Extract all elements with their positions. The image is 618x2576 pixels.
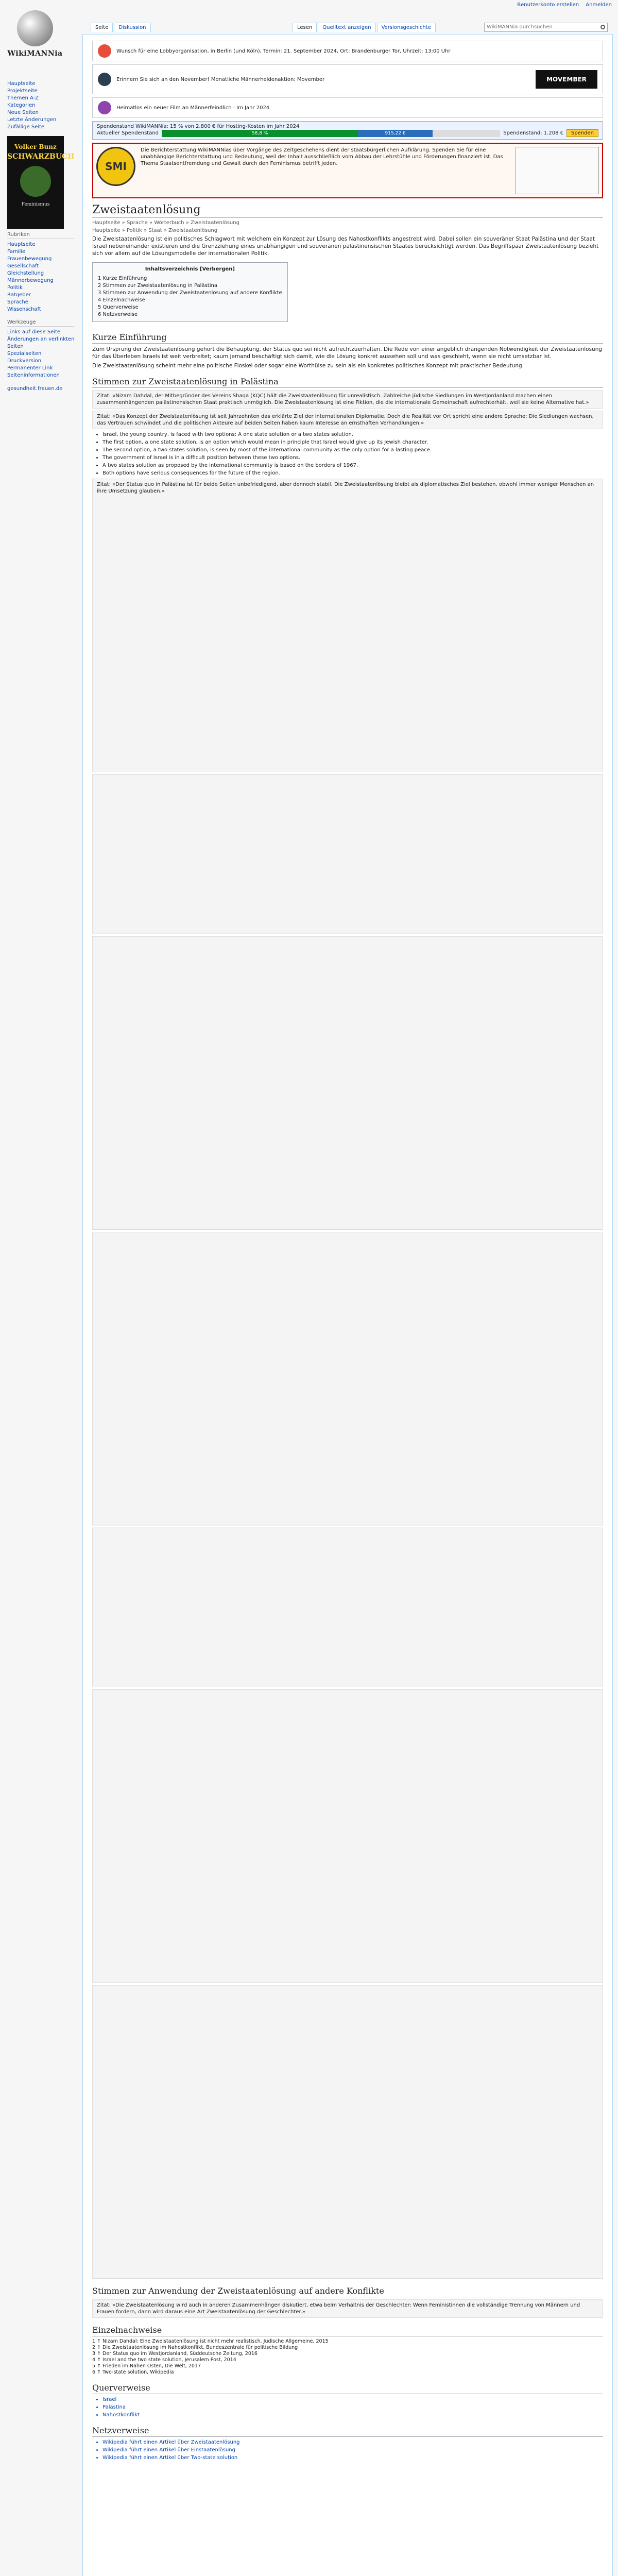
sidebar <box>0 77 82 396</box>
logo-wordmark: WikiMANNia <box>7 49 63 58</box>
tab-read[interactable]: Lesen <box>293 23 317 32</box>
namespace-tabs <box>91 23 152 34</box>
sidebar-item[interactable]: Seiteninformationen <box>7 372 60 378</box>
book-author: Volker Bunz <box>14 143 57 150</box>
movember-badge[interactable]: MOVEMBER <box>536 70 597 89</box>
section-heading: Stimmen zur Zweistaatenlösung in Palästina <box>92 377 603 388</box>
toc-title[interactable]: Inhaltsverzeichnis [Verbergen] <box>145 266 235 272</box>
breadcrumb-secondary[interactable]: Hauptseite » Politik » Staat » Zweistaatenlösung <box>92 228 218 233</box>
boycott-text: Die Berichterstattung WikiMANNias über Vorgänge des Zeitgeschehens dient der staatsbürgerlichen Aufklärung. Spenden Sie für eine unabhängige Berichterstattung und Bedeutung, weil der Inhalt ausschließlich vom Abbau der Lehrstühle und Förderungen finanziert ist. Das Thema Staatsentfremdung und Gewalt durch den Feminismus betrifft jeden. <box>141 147 503 166</box>
tab-view-source[interactable]: Quelltext anzeigen <box>318 23 375 32</box>
external-links-list <box>102 2439 603 2461</box>
donation-progress-fill: 58,8 % <box>162 130 358 137</box>
notice-text[interactable]: Heimatlos ein neuer Film an Männerfeindlich · Im Jahr 2024 <box>116 105 270 111</box>
sidebar-item[interactable]: Zufällige Seite <box>7 124 45 130</box>
section-paragraph: Zum Ursprung der Zweistaatenlösung gehört die Behauptung, der Status quo sei nicht aufrechtzuerhalten. Die Rede von einer angeblich drängenden Notwendigkeit der Zweistaatenlösung für das Überleben Israels ist weit verbreitet; kaum jemand beschäftigt sich damit, wie die Lösung konkret aussehen soll und was geschieht, wenn sie nicht umsetzbar ist. <box>92 346 603 360</box>
quote-block <box>92 774 603 934</box>
quote-text: Zitat: «Der Status quo in Palästina ist für beide Seiten unbefriedigend, aber dennoch stabil. Die Zweistaatenlösung bleibt als diplomatisches Ziel bestehen, obwohl immer weniger Menschen an ihre Umsetzung glauben.» <box>97 482 594 494</box>
breadcrumb[interactable]: Hauptseite » Sprache » Wörterbuch » Zweistaatenlösung <box>92 220 239 226</box>
quote-block <box>92 479 603 772</box>
sidebar-item[interactable]: Männerbewegung <box>7 278 54 283</box>
quote-block <box>92 936 603 1230</box>
intro-paragraph: Die Zweistaatenlösung ist ein politisches Schlagwort mit welchem ein Konzept zur Lösung des Nahostkonflikts angestrebt wird. Dabei sollen ein souveräner Staat Palästina und der Staat Israel nebeneinander existieren und die Grenzziehung eines unabhängigen und souveränen palästinensischen Staates berücksichtigt werden. Das Begriffspaar Zweistaatenlösung bezieht sich vor allem auf die Lösungsmodelle der internationalen Politik. <box>92 236 599 257</box>
quote-list <box>102 431 603 477</box>
list-item[interactable]: • Wikipedia führt einen Artikel über Zweistaatenlösung <box>102 2439 603 2446</box>
create-account-link[interactable]: Benutzerkonto erstellen <box>517 2 579 8</box>
sidebar-extra <box>0 382 82 396</box>
quote-block <box>92 1985 603 2279</box>
quote-text: Zitat: «Die Zweistaatenlösung wird auch in anderen Zusammenhängen diskutiert, etwa beim Verhältnis der Geschlechter: Wenn Feministinnen die vollständige Trennung von Männern und Frauen fordern, dann wird daraus eine Art Zweistaatenlösung der Geschlechter.» <box>97 2302 580 2315</box>
list-item: • A two states solution as proposed by the international community is based on the borders of 1967. <box>102 462 603 469</box>
sidebar-tools <box>0 316 82 382</box>
references-list <box>92 2338 603 2376</box>
gesundheit-link[interactable]: gesundheit.frauen.de <box>7 386 63 392</box>
page-title: Zweistaatenlösung <box>92 204 603 218</box>
cartoon-image <box>516 147 599 194</box>
film-icon <box>98 101 111 114</box>
view-tabs <box>293 23 437 34</box>
sidebar-item[interactable]: Gesellschaft <box>7 263 39 269</box>
sidebar-item[interactable]: Spezialseiten <box>7 351 42 357</box>
reference-item[interactable]: 2 ↑ Die Zweistaatenlösung im Nahostkonflikt, Bundeszentrale für politische Bildung <box>92 2345 298 2350</box>
book-cover-image <box>20 166 51 197</box>
book-title: SCHWARZBUCH <box>7 152 75 161</box>
book-tag: Feminismus <box>21 202 50 207</box>
search-icon[interactable] <box>600 25 605 29</box>
sidebar-item[interactable]: Änderungen an verlinkten Seiten <box>7 336 75 349</box>
list-item: • The second option, a two states solution, is seen by most of the international community as the only option for a lasting peace. <box>102 447 603 453</box>
sidebar-item[interactable]: Neue Seiten <box>7 110 39 115</box>
toc-item[interactable]: 6 Netzverweise <box>98 312 138 317</box>
book-advert[interactable] <box>7 136 75 229</box>
section-paragraph: Die Zweistaatenlösung scheint mehr eine politische Floskel oder sogar eine Worthülse zu sein als ein konkretes politisches Konzept mit praktischer Bedeutung. <box>92 363 524 369</box>
toc-item[interactable]: 4 Einzelnachweise <box>98 297 145 303</box>
list-item: • Both options have serious consequences for the future of the region. <box>102 470 603 477</box>
notice-banner <box>92 97 603 118</box>
sidebar-navigation <box>0 77 82 134</box>
quote-block <box>92 1528 603 1687</box>
sidebar-item[interactable]: Druckversion <box>7 358 42 364</box>
section-heading: Kurze Einführung <box>92 332 603 344</box>
donate-button[interactable]: Spenden <box>566 129 598 137</box>
cross-reference-list <box>102 2396 603 2418</box>
sidebar-item[interactable]: Projektseite <box>7 88 38 94</box>
toc-item[interactable]: 2 Stimmen zur Zweistaatenlösung in Palästina <box>98 283 217 289</box>
reference-item[interactable]: 3 ↑ Der Status quo im Westjordanland, Süddeutsche Zeitung, 2016 <box>92 2351 258 2357</box>
rubrics-heading: Rubriken <box>7 232 74 239</box>
alert-icon <box>98 44 111 58</box>
list-item[interactable]: • Israel <box>102 2396 603 2403</box>
main-content <box>82 34 613 2576</box>
notice-text[interactable]: Wunsch für eine Lobbyorganisation, in Berlin (und Köln), Termin: 21. September 2024, Ort: Brandenburger Tor, Uhrzeit: 13:00 Uhr <box>116 48 451 54</box>
sidebar-item[interactable]: Hauptseite <box>7 242 36 247</box>
tab-history[interactable]: Versionsgeschichte <box>377 23 436 32</box>
quote-block <box>92 2299 603 2318</box>
reference-item[interactable]: 1 ↑ Nizam Dahdal: Eine Zweistaatenlösung ist nicht mehr realistisch, Jüdische Allgemeine, 2015 <box>92 2338 329 2344</box>
info-icon <box>98 73 111 86</box>
donation-text: Spendenstand WikiMANNia: 15 % von 2.800 € für Hosting-Kosten im Jahr 2024 <box>97 124 300 129</box>
sidebar-item[interactable]: Letzte Änderungen <box>7 117 57 123</box>
quote-block <box>92 1689 603 1983</box>
notice-banner <box>92 41 603 61</box>
quote-block <box>92 411 603 429</box>
sidebar-item[interactable]: Hauptseite <box>7 81 36 87</box>
tab-discussion[interactable]: Diskussion <box>114 23 150 32</box>
list-item: • The government of Israel is in a difficult position between these two options. <box>102 454 603 461</box>
tab-page[interactable]: Seite <box>91 23 113 32</box>
donation-banner <box>92 121 603 140</box>
donation-label: Aktueller Spendenstand <box>97 130 159 136</box>
sidebar-item[interactable]: Permanenter Link <box>7 365 53 371</box>
section-heading: Einzelnachweise <box>92 2325 603 2336</box>
notice-text[interactable]: Erinnern Sie sich an den November! Monatliche Männerheldenaktion: Movember <box>116 76 325 82</box>
list-item[interactable]: • Palästina <box>102 2404 603 2411</box>
sidebar-item[interactable]: Frauenbewegung <box>7 256 52 262</box>
sidebar-item[interactable]: Links auf diese Seite <box>7 329 61 335</box>
toc-item[interactable]: 5 Querverweise <box>98 304 139 310</box>
site-logo[interactable] <box>4 7 66 69</box>
sidebar-item[interactable]: Gleichstellung <box>7 270 44 276</box>
search-input[interactable]: WikiMANNia durchsuchen <box>484 23 608 32</box>
sidebar-rubrics <box>0 229 82 316</box>
sidebar-item[interactable]: Kategorien <box>7 103 36 108</box>
table-of-contents <box>92 262 288 322</box>
quote-block <box>92 390 603 409</box>
top-bar <box>0 0 618 11</box>
smi-badge-icon: SMI <box>96 147 135 186</box>
toc-item[interactable]: 3 Stimmen zur Anwendung der Zweistaatenlösung auf andere Konflikte <box>98 290 282 296</box>
reference-item[interactable]: 6 ↑ Two-state solution, Wikipedia <box>92 2369 174 2375</box>
section-heading: Stimmen zur Anwendung der Zweistaatenlösung auf andere Konflikte <box>92 2286 603 2297</box>
list-item[interactable]: • Wikipedia führt einen Artikel über Einstaatenlösung <box>102 2447 603 2453</box>
quote-text: Zitat: «Das Konzept der Zweistaatenlösung ist seit Jahrzehnten das erklärte Ziel der internationalen Diplomatie. Doch die Realität vor Ort spricht eine andere Sprache: Die Siedlungen wachsen, das Vertrauen schwindet und die politischen Akteure auf beiden Seiten haben kaum Interesse an ernsthaften Verhandlungen.» <box>97 414 594 426</box>
section-heading: Querverweise <box>92 2383 603 2394</box>
sidebar-item[interactable]: Sprache <box>7 299 28 305</box>
list-item: • Israel, the young country, is faced with two options: A one state solution or a two states solution. <box>102 431 603 438</box>
login-link[interactable]: Anmelden <box>586 2 612 8</box>
list-item[interactable]: • Wikipedia führt einen Artikel über Two-state solution <box>102 2454 603 2461</box>
logo-globe-icon <box>17 10 53 46</box>
sidebar-item[interactable]: Politik <box>7 285 23 291</box>
donation-progress-bar <box>162 130 500 137</box>
reference-item[interactable]: 5 ↑ Frieden im Nahen Osten, Die Welt, 2017 <box>92 2363 201 2369</box>
donation-received: Spendenstand: 1.208 € <box>503 130 563 136</box>
tools-heading: Werkzeuge <box>7 319 74 327</box>
sidebar-item[interactable]: Themen A-Z <box>7 95 39 101</box>
list-item[interactable]: • Nahostkonflikt <box>102 2412 603 2418</box>
sidebar-item[interactable]: Ratgeber <box>7 292 31 298</box>
boycott-banner <box>92 143 603 198</box>
list-item: • The first option, a one state solution, is an option which would mean in principle that Israel would give up its Jewish character. <box>102 439 603 446</box>
user-links <box>512 2 612 8</box>
sidebar-item[interactable]: Wissenschaft <box>7 307 41 312</box>
sidebar-item[interactable]: Familie <box>7 249 26 255</box>
quote-text: Zitat: «Nizam Dahdal, der Mitbegründer des Vereins Shaqa (KQC) hält die Zweistaatenlösung für unrealistisch. Zahlreiche jüdische Siedlungen im Westjordanland machen einen zusammenhängenden palästinensischen Staat praktisch unmöglich. Die Zweistaatenlösung ist eine Fiktion, die die internationale Gemeinschaft aufrechterhält, weil sie keine Alternative hat.» <box>97 393 589 405</box>
section-heading: Netzverweise <box>92 2426 603 2437</box>
toc-item[interactable]: 1 Kurze Einführung <box>98 276 147 281</box>
donation-progress-fill-2: 915,22 € <box>358 130 433 137</box>
notice-banner <box>92 64 603 94</box>
quote-block <box>92 1232 603 1526</box>
reference-item[interactable]: 4 ↑ Israel and the two state solution, Jerusalem Post, 2014 <box>92 2357 236 2363</box>
